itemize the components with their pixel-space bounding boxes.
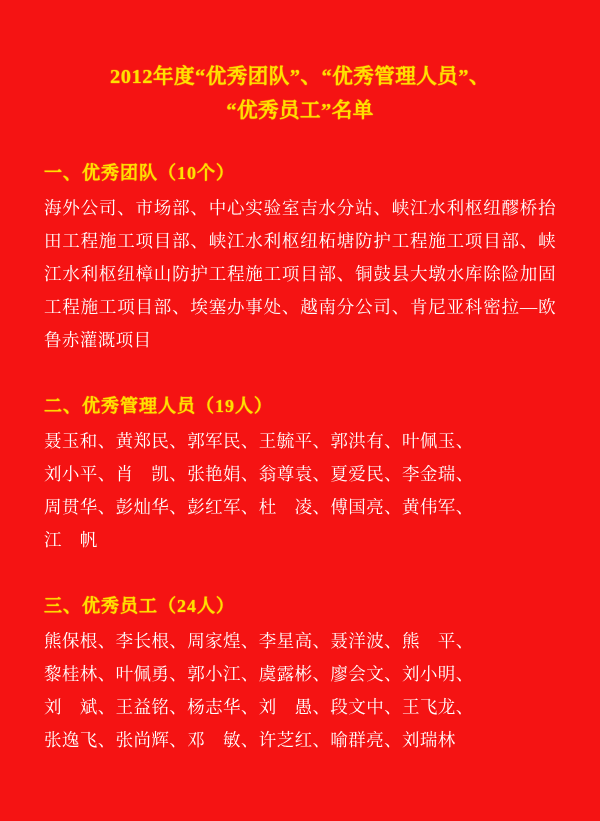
page-title-line-2: “优秀员工”名单 [226, 100, 374, 122]
section-heading-teams: 一、优秀团队（10个） [44, 163, 235, 183]
section-body-employees-line-3: 刘 斌、王益铭、杨志华、刘 愚、段文中、王飞龙、 [44, 697, 474, 717]
section-body-managers-line-4: 江 帆 [44, 530, 98, 550]
section-body-managers-line-2: 刘小平、肖 凯、张艳娟、翁尊袁、夏爱民、李金瑞、 [44, 464, 474, 484]
section-outstanding-teams [44, 158, 556, 357]
section-body-managers-line-3: 周贯华、彭灿华、彭红军、杜 凌、傅国亮、黄伟军、 [44, 497, 474, 517]
section-body-teams: 海外公司、市场部、中心实验室吉水分站、峡江水利枢纽醪桥抬田工程施工项目部、峡江水利枢纽柘塘防护工程施工项目部、峡江水利枢纽樟山防护工程施工项目部、铜鼓县大墩水库除险加固工程施工项目部、埃塞办事处、越南分公司、肯尼亚科密拉—欧鲁赤灌溉项目 [44, 198, 556, 350]
section-body-employees-line-1: 熊保根、李长根、周家煌、李星高、聂洋波、熊 平、 [44, 631, 474, 651]
section-heading-employees: 三、优秀员工（24人） [44, 596, 235, 616]
section-outstanding-managers [44, 391, 556, 557]
page-title-line-1: 2012年度“优秀团队”、“优秀管理人员”、 [110, 66, 490, 88]
section-body-employees-line-4: 张逸飞、张尚辉、邓 敏、许芝红、喻群亮、刘瑞林 [44, 730, 456, 750]
page-title [44, 60, 556, 128]
section-body-employees-line-2: 黎桂林、叶佩勇、郭小江、虞露彬、廖会文、刘小明、 [44, 664, 474, 684]
section-body-managers-line-1: 聂玉和、黄郑民、郭军民、王毓平、郭洪有、叶佩玉、 [44, 431, 474, 451]
section-heading-managers: 二、优秀管理人员（19人） [44, 396, 273, 416]
section-outstanding-employees [44, 591, 556, 757]
